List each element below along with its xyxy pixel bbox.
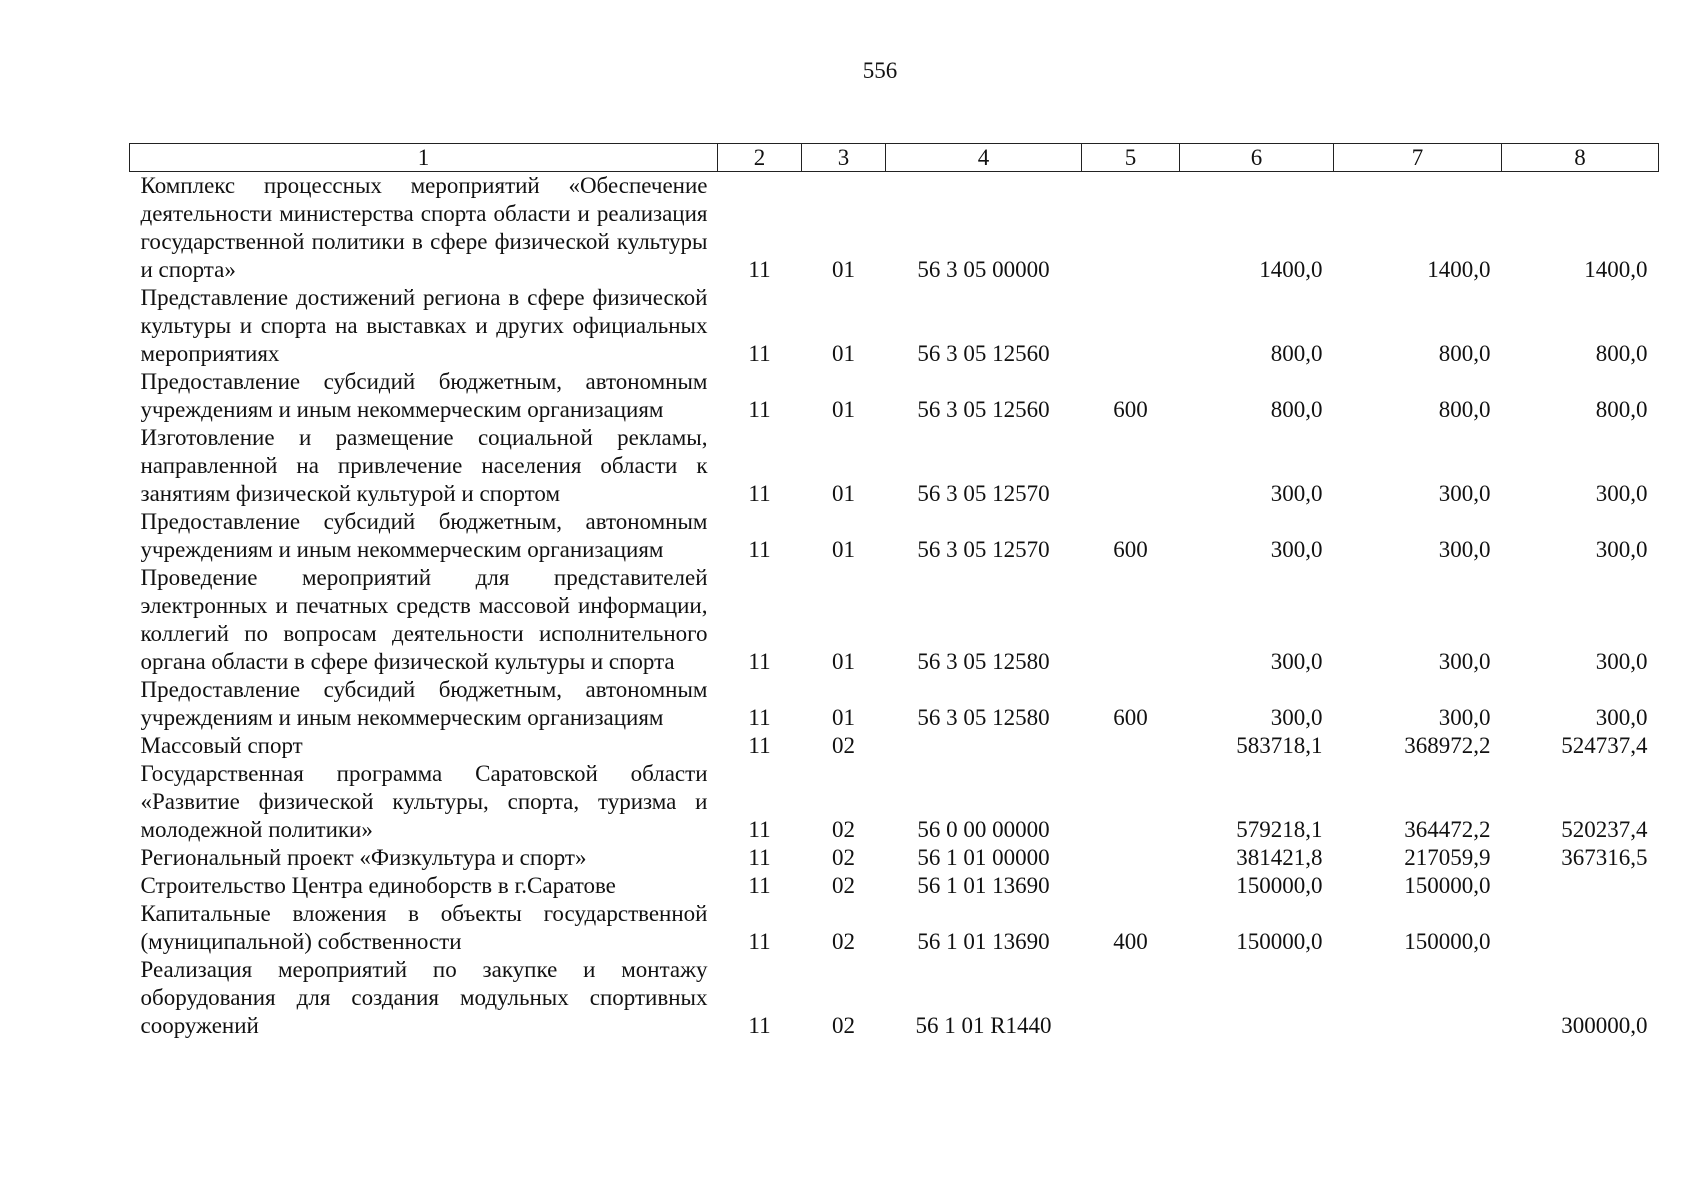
target-article-code: 56 3 05 00000 bbox=[917, 257, 1050, 282]
amount-col-6: 579218,1 bbox=[1236, 817, 1323, 842]
expense-type-code bbox=[1082, 564, 1180, 676]
amount-col-7: 300,0 bbox=[1438, 537, 1491, 562]
item-name: Массовый спорт bbox=[140, 733, 303, 758]
expense-type-code: 600 bbox=[1113, 537, 1148, 562]
item-name: Предоставление субсидий бюджетным, автономным учреждениям и иным некоммерческим организациям bbox=[140, 509, 708, 562]
section-code: 11 bbox=[748, 1013, 771, 1038]
amount-col-7: 368972,2 bbox=[1404, 733, 1491, 758]
subsection-code: 01 bbox=[832, 481, 855, 506]
target-article-code: 56 1 01 00000 bbox=[917, 845, 1050, 870]
subsection-code: 02 bbox=[832, 873, 855, 898]
subsection-code: 02 bbox=[832, 733, 855, 758]
subsection-code: 01 bbox=[832, 537, 855, 562]
subsection-code: 01 bbox=[832, 649, 855, 674]
column-header-1: 1 bbox=[130, 144, 718, 172]
amount-col-6: 300,0 bbox=[1270, 481, 1323, 506]
table-row bbox=[130, 956, 1659, 1040]
column-header-7: 7 bbox=[1334, 144, 1502, 172]
amount-col-7: 300,0 bbox=[1438, 649, 1491, 674]
amount-col-6: 800,0 bbox=[1270, 341, 1323, 366]
table-row bbox=[130, 760, 1659, 844]
expense-type-code bbox=[1082, 760, 1180, 844]
table-row bbox=[130, 844, 1659, 872]
amount-col-6: 150000,0 bbox=[1236, 873, 1323, 898]
amount-col-7: 150000,0 bbox=[1404, 929, 1491, 954]
expense-type-code bbox=[1082, 424, 1180, 508]
expense-type-code bbox=[1082, 732, 1180, 760]
amount-col-8: 520237,4 bbox=[1561, 817, 1648, 842]
section-code: 11 bbox=[748, 649, 771, 674]
section-code: 11 bbox=[748, 873, 771, 898]
column-header-4: 4 bbox=[886, 144, 1082, 172]
section-code: 11 bbox=[748, 817, 771, 842]
section-code: 11 bbox=[748, 481, 771, 506]
amount-col-8: 300,0 bbox=[1595, 537, 1648, 562]
table-row bbox=[130, 172, 1659, 285]
subsection-code: 02 bbox=[832, 817, 855, 842]
item-name: Региональный проект «Физкультура и спорт» bbox=[140, 845, 587, 870]
item-name: Изготовление и размещение социальной рекламы, направленной на привлечение населения области к занятиям физической культурой и спортом bbox=[140, 425, 708, 506]
amount-col-6: 583718,1 bbox=[1236, 733, 1323, 758]
expense-type-code bbox=[1082, 284, 1180, 368]
subsection-code: 02 bbox=[832, 929, 855, 954]
amount-col-6: 1400,0 bbox=[1259, 257, 1323, 282]
section-code: 11 bbox=[748, 733, 771, 758]
table-row bbox=[130, 676, 1659, 732]
target-article-code: 56 0 00 00000 bbox=[917, 817, 1050, 842]
column-header-8: 8 bbox=[1502, 144, 1659, 172]
amount-col-8: 300000,0 bbox=[1561, 1013, 1648, 1038]
amount-col-7: 1400,0 bbox=[1427, 257, 1491, 282]
target-article-code: 56 3 05 12580 bbox=[917, 649, 1050, 674]
amount-col-7: 217059,9 bbox=[1404, 845, 1491, 870]
table-row bbox=[130, 368, 1659, 424]
table-row bbox=[130, 564, 1659, 676]
item-name: Капитальные вложения в объекты государственной (муниципальной) собственности bbox=[140, 901, 708, 954]
amount-col-8: 800,0 bbox=[1595, 397, 1648, 422]
amount-col-6: 300,0 bbox=[1270, 649, 1323, 674]
expense-type-code: 600 bbox=[1113, 397, 1148, 422]
amount-col-8: 800,0 bbox=[1595, 341, 1648, 366]
amount-col-7: 800,0 bbox=[1438, 397, 1491, 422]
subsection-code: 01 bbox=[832, 341, 855, 366]
item-name: Реализация мероприятий по закупке и монтажу оборудования для создания модульных спортивных сооружений bbox=[140, 957, 708, 1038]
section-code: 11 bbox=[748, 845, 771, 870]
column-header-6: 6 bbox=[1180, 144, 1334, 172]
amount-col-7: 300,0 bbox=[1438, 705, 1491, 730]
section-code: 11 bbox=[748, 537, 771, 562]
amount-col-6 bbox=[1180, 956, 1334, 1040]
target-article-code: 56 3 05 12580 bbox=[917, 705, 1050, 730]
amount-col-8: 524737,4 bbox=[1561, 733, 1648, 758]
expense-type-code: 600 bbox=[1113, 705, 1148, 730]
expense-type-code bbox=[1082, 172, 1180, 285]
subsection-code: 01 bbox=[832, 705, 855, 730]
target-article-code: 56 3 05 12570 bbox=[917, 537, 1050, 562]
column-header-3: 3 bbox=[802, 144, 886, 172]
item-name: Строительство Центра единоборств в г.Саратове bbox=[140, 873, 616, 898]
section-code: 11 bbox=[748, 397, 771, 422]
amount-col-8: 300,0 bbox=[1595, 705, 1648, 730]
subsection-code: 01 bbox=[832, 257, 855, 282]
amount-col-6: 150000,0 bbox=[1236, 929, 1323, 954]
amount-col-7: 364472,2 bbox=[1404, 817, 1491, 842]
section-code: 11 bbox=[748, 341, 771, 366]
section-code: 11 bbox=[748, 929, 771, 954]
expense-type-code bbox=[1082, 956, 1180, 1040]
amount-col-7: 800,0 bbox=[1438, 341, 1491, 366]
amount-col-7 bbox=[1334, 956, 1502, 1040]
target-article-code: 56 1 01 13690 bbox=[917, 929, 1050, 954]
subsection-code: 02 bbox=[832, 1013, 855, 1038]
amount-col-6: 300,0 bbox=[1270, 537, 1323, 562]
table-row bbox=[130, 508, 1659, 564]
amount-col-8: 1400,0 bbox=[1584, 257, 1648, 282]
amount-col-8: 367316,5 bbox=[1561, 845, 1648, 870]
column-header-row bbox=[130, 144, 1659, 172]
amount-col-6: 381421,8 bbox=[1236, 845, 1323, 870]
target-article-code: 56 1 01 13690 bbox=[917, 873, 1050, 898]
table-row bbox=[130, 424, 1659, 508]
item-name: Представление достижений региона в сфере физической культуры и спорта на выставках и других официальных мероприятиях bbox=[140, 285, 708, 366]
item-name: Предоставление субсидий бюджетным, автономным учреждениям и иным некоммерческим организациям bbox=[140, 677, 708, 730]
table-row bbox=[130, 872, 1659, 900]
item-name: Предоставление субсидий бюджетным, автономным учреждениям и иным некоммерческим организациям bbox=[140, 369, 708, 422]
page-number: 556 bbox=[862, 58, 898, 83]
item-name: Государственная программа Саратовской области «Развитие физической культуры, спорта, туризма и молодежной политики» bbox=[140, 761, 708, 842]
target-article-code: 56 3 05 12560 bbox=[917, 397, 1050, 422]
column-header-2: 2 bbox=[718, 144, 802, 172]
section-code: 11 bbox=[748, 705, 771, 730]
amount-col-7: 300,0 bbox=[1438, 481, 1491, 506]
item-name: Проведение мероприятий для представителей электронных и печатных средств массовой информации, коллегий по вопросам деятельности исполнительного органа области в сфере физической культуры и спорта bbox=[140, 565, 708, 674]
table-body bbox=[130, 172, 1659, 1041]
target-article-code: 56 3 05 12560 bbox=[917, 341, 1050, 366]
amount-col-8: 300,0 bbox=[1595, 649, 1648, 674]
amount-col-8: 300,0 bbox=[1595, 481, 1648, 506]
expense-type-code: 400 bbox=[1113, 929, 1148, 954]
expense-type-code bbox=[1082, 844, 1180, 872]
amount-col-7: 150000,0 bbox=[1404, 873, 1491, 898]
section-code: 11 bbox=[748, 257, 771, 282]
subsection-code: 01 bbox=[832, 397, 855, 422]
table-row bbox=[130, 284, 1659, 368]
table-row bbox=[130, 732, 1659, 760]
amount-col-6: 300,0 bbox=[1270, 705, 1323, 730]
budget-table bbox=[129, 143, 1659, 1040]
amount-col-8 bbox=[1502, 900, 1659, 956]
amount-col-8 bbox=[1502, 872, 1659, 900]
item-name: Комплекс процессных мероприятий «Обеспечение деятельности министерства спорта области и реализация государственной политики в сфере физической культуры и спорта» bbox=[140, 173, 708, 282]
table-row bbox=[130, 900, 1659, 956]
target-article-code: 56 1 01 R1440 bbox=[915, 1013, 1052, 1038]
expense-type-code bbox=[1082, 872, 1180, 900]
target-article-code bbox=[886, 732, 1082, 760]
subsection-code: 02 bbox=[832, 845, 855, 870]
target-article-code: 56 3 05 12570 bbox=[917, 481, 1050, 506]
amount-col-6: 800,0 bbox=[1270, 397, 1323, 422]
column-header-5: 5 bbox=[1082, 144, 1180, 172]
